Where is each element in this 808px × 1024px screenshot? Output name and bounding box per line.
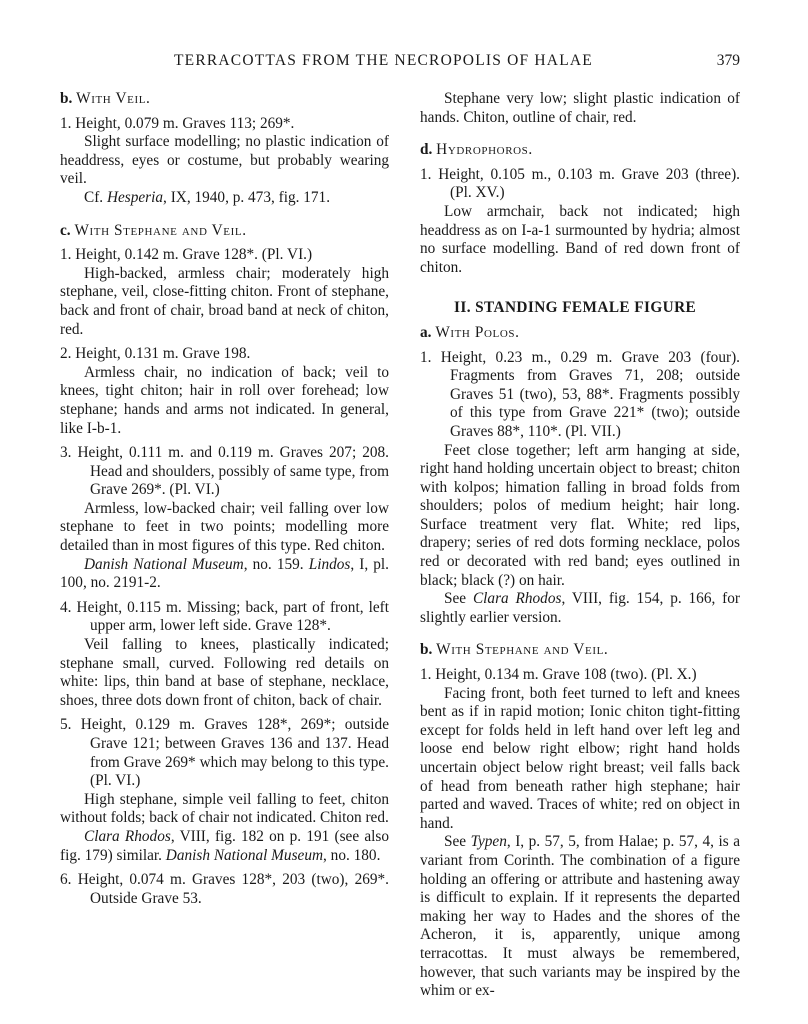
ref-journal: Hesperia bbox=[106, 188, 164, 206]
ref-text: , no. 159. bbox=[243, 555, 309, 573]
entry-c3-ref bbox=[60, 556, 389, 593]
section-letter: c. bbox=[60, 221, 71, 239]
entry-d1-desc: Low armchair, back not indicated; high headdress as on I-a-1 surmounted by hydria; almost no surface modelling. Band of red down front of chiton. bbox=[420, 202, 740, 276]
section-title: With Polos. bbox=[435, 323, 520, 341]
ref-text: , IX, 1940, p. 473, fig. 171. bbox=[163, 188, 331, 206]
section-title: With Stephane and Veil. bbox=[74, 221, 247, 239]
ref-journal: Typen bbox=[470, 833, 507, 851]
entry-a1-ref bbox=[420, 590, 740, 627]
entry-c5: 5. Height, 0.129 m. Graves 128*, 269*; outside Grave 121; between Graves 136 and 137. Head from Grave 269* which may belong to this type. (Pl. VI.) bbox=[60, 716, 389, 790]
entry-c3: 3. Height, 0.111 m. and 0.119 m. Graves 207; 208. Head and shoulders, possibly of same type, from Grave 269*. (Pl. VI.) bbox=[60, 444, 389, 499]
entry-c1: 1. Height, 0.142 m. Grave 128*. (Pl. VI.) bbox=[60, 246, 313, 264]
section-heading-a bbox=[420, 324, 740, 343]
ref-text: See bbox=[444, 590, 473, 608]
entry-b1-desc: Slight surface modelling; no plastic indication of headdress, eyes or costume, but probably wearing veil. bbox=[60, 133, 389, 188]
entry-c5-ref bbox=[60, 828, 389, 865]
section-letter: a. bbox=[420, 323, 432, 341]
ref-text: , VIII, fig. 182 on p. 191 (see also fig. 179) similar. bbox=[60, 827, 389, 864]
entry-c5-desc: High stephane, simple veil falling to feet, chiton without folds; back of chair not indicated. Chiton red. bbox=[60, 790, 389, 827]
entry-c2-desc: Armless chair, no indication of back; veil to knees, tight chiton; hair in roll over forehead; low stephane; hands and arms not indicated. In general, like I-b-1. bbox=[60, 363, 389, 437]
section-title: With Stephane and Veil. bbox=[436, 641, 609, 659]
entry-c4-desc: Veil falling to knees, plastically indicated; stephane small, curved. Following red details on white: lips, thin band at base of stephane, necklace, shoes, three dots down front of chiton, back of chair. bbox=[60, 636, 389, 709]
ref-journal: Clara Rhodos bbox=[472, 590, 562, 608]
entry-b1-ref bbox=[60, 189, 389, 208]
right-column bbox=[420, 90, 740, 1001]
section-heading-c bbox=[60, 222, 389, 241]
entry-b2-1: 1. Height, 0.134 m. Grave 108 (two). (Pl. X.) bbox=[420, 666, 697, 684]
ref-text: See bbox=[444, 833, 471, 851]
entry-a1-desc: Feet close together; left arm hanging at side, right hand holding uncertain object to breast; chiton with kolpos; himation falling in broad folds from shoulders; polos of medium height; hair long. Surface treatment very flat. White; red lips, drapery; series of red dots forming necklace, polos red or decorated with red band; eyes outlined in black; black (?) on hair. bbox=[420, 441, 740, 589]
section-heading-b2 bbox=[420, 641, 740, 660]
continued-desc: Stephane very low; slight plastic indication of hands. Chiton, outline of chair, red. bbox=[420, 90, 740, 126]
section-heading-b bbox=[60, 90, 389, 109]
running-title: TERRACOTTAS FROM THE NECROPOLIS OF HALAE bbox=[174, 52, 593, 69]
section-title: With Veil. bbox=[76, 90, 151, 107]
entry-b1: 1. Height, 0.079 m. Graves 113; 269*. bbox=[60, 114, 295, 132]
section-heading-d bbox=[420, 141, 740, 160]
page-number: 379 bbox=[716, 52, 740, 69]
left-column bbox=[60, 90, 389, 908]
ref-text: , no. 180. bbox=[323, 846, 381, 864]
entry-c3-desc: Armless, low-backed chair; veil falling over low stephane to feet in two points; modelling more detailed than in most figures of this type. Red chiton. bbox=[60, 499, 389, 555]
ref-text: Cf. bbox=[84, 188, 107, 206]
section-letter: d. bbox=[420, 141, 433, 159]
running-header bbox=[60, 52, 740, 74]
entry-c1-desc: High-backed, armless chair; moderately high stephane, veil, close-fitting chiton. Front of stephane, back and front of chair, broad band at neck of chiton, red. bbox=[60, 264, 389, 338]
ref-journal: Clara Rhodos bbox=[84, 827, 171, 845]
ref-journal: Danish National Museum bbox=[84, 555, 244, 573]
entry-b2-1-ref bbox=[420, 833, 740, 1000]
entry-c6: 6. Height, 0.074 m. Graves 128*, 203 (two), 269*. Outside Grave 53. bbox=[60, 871, 389, 907]
entry-a1: 1. Height, 0.23 m., 0.29 m. Grave 203 (four). Fragments from Graves 71, 208; outside Graves 51 (two), 53, 88*. Fragments possibly of this type from Grave 221* (two); outside Graves 88*, 110*. (Pl. VII.) bbox=[420, 348, 740, 440]
section-heading-II: II. STANDING FEMALE FIGURE bbox=[454, 299, 697, 317]
section-letter: b. bbox=[420, 641, 433, 659]
section-title: Hydrophoros. bbox=[436, 141, 533, 159]
ref-text: , VIII, fig. 154, p. 166, for slightly earlier version. bbox=[420, 590, 741, 626]
ref-journal: Lindos bbox=[308, 555, 351, 573]
section-letter: b. bbox=[60, 90, 73, 107]
entry-b2-1-desc: Facing front, both feet turned to left and knees bent as if in rapid motion; Ionic chiton tight-fitting except for folds held in left hand over left leg and loose end below right elbow; right hand holds uncertain object below right breast; veil falls back of head from beneath rather high stephane; hair parted and waved. Traces of white; red on object in hand. bbox=[420, 684, 740, 832]
entry-c2: 2. Height, 0.131 m. Grave 198. bbox=[60, 345, 251, 363]
entry-d1: 1. Height, 0.105 m., 0.103 m. Grave 203 (three). (Pl. XV.) bbox=[420, 165, 740, 202]
entry-c4: 4. Height, 0.115 m. Missing; back, part of front, left upper arm, lower left side. Grave 128*. bbox=[60, 598, 389, 635]
ref-text: , I, p. 57, 5, from Halae; p. 57, 4, is a variant from Corinth. The combination of a figure holding an offering or attribute and hastening away is difficult to explain. If it represents the departed making her way to Hades and the shores of the Acheron, it is, apparently, unique among terracottas. It must always be remembered, however, that such variants may be inspired by the whim or ex- bbox=[420, 833, 740, 1000]
ref-text: , I, pl. 100, no. 2191-2. bbox=[60, 555, 389, 592]
ref-journal: Danish National Museum bbox=[165, 846, 324, 864]
